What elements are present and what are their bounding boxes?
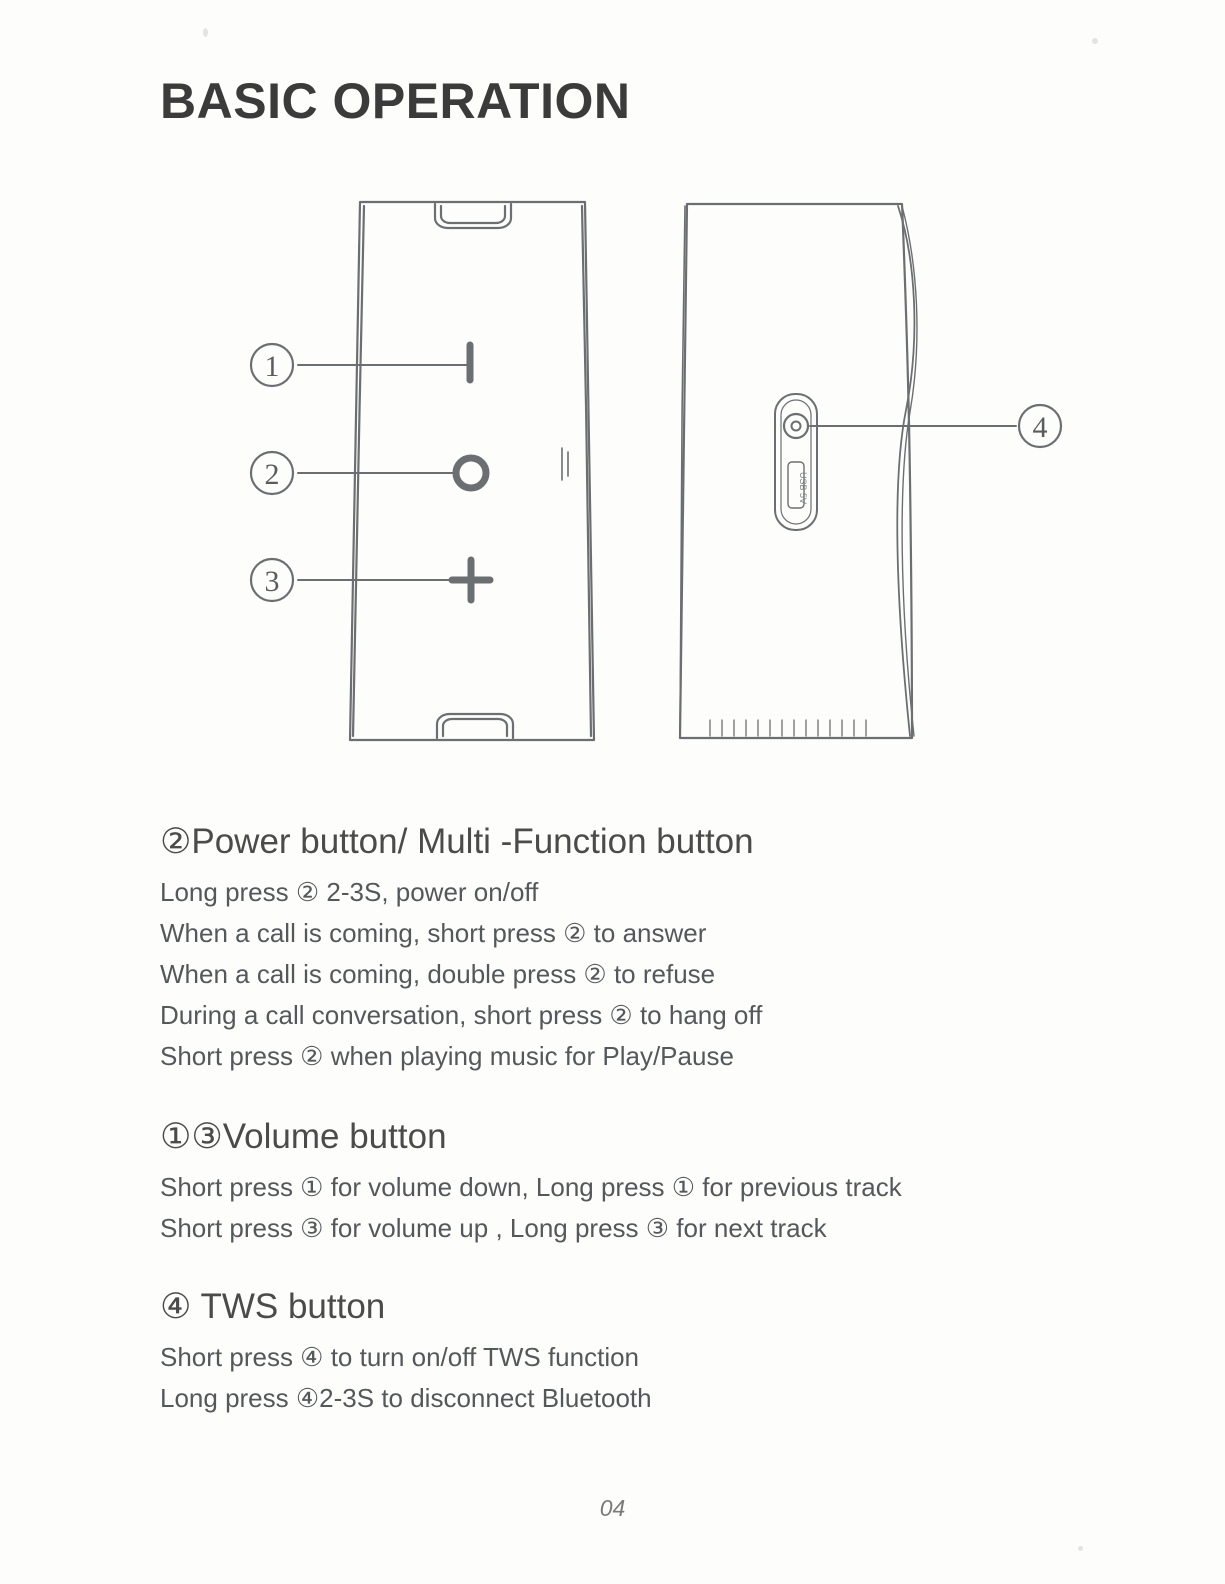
section-line: During a call conversation, short press ② to hang off bbox=[160, 999, 763, 1030]
section-line: Short press ② when playing music for Play/Pause bbox=[160, 1041, 734, 1072]
page-title: BASIC OPERATION bbox=[160, 73, 631, 129]
section-line: When a call is coming, short press ② to answer bbox=[160, 917, 707, 948]
device-front-view bbox=[350, 202, 594, 740]
section-heading: ④ TWS button bbox=[160, 1287, 386, 1326]
scan-speck bbox=[1092, 38, 1098, 44]
section-body bbox=[160, 1167, 1100, 1249]
callout-text-3: 3 bbox=[264, 565, 280, 598]
section-line: Long press ② 2-3S, power on/off bbox=[160, 876, 539, 907]
device-back-view bbox=[680, 204, 917, 738]
usb-port-label: USB 5V bbox=[798, 471, 808, 505]
scan-speck bbox=[203, 28, 208, 37]
section-heading: ②Power button/ Multi -Function button bbox=[160, 822, 754, 861]
section-body bbox=[160, 1337, 1100, 1419]
section-line: Long press ④2-3S to disconnect Bluetooth bbox=[160, 1382, 652, 1413]
section-power-button bbox=[160, 820, 1100, 1077]
section-line: When a call is coming, double press ② to refuse bbox=[160, 958, 716, 989]
section-line: Short press ① for volume down, Long press ① for previous track bbox=[160, 1171, 902, 1202]
section-body bbox=[160, 872, 1100, 1077]
section-line: Short press ④ to turn on/off TWS function bbox=[160, 1341, 640, 1372]
section-volume-button bbox=[160, 1115, 1100, 1249]
scan-speck bbox=[1078, 1546, 1083, 1551]
page-number: 04 bbox=[599, 1495, 626, 1521]
callout-text-4: 4 bbox=[1032, 411, 1048, 444]
section-line: Short press ③ for volume up , Long press ③ for next track bbox=[160, 1212, 827, 1243]
device-diagram bbox=[150, 180, 1080, 780]
section-tws-button bbox=[160, 1285, 1100, 1419]
callout-text-2: 2 bbox=[264, 458, 280, 491]
callout-text-1: 1 bbox=[264, 350, 280, 383]
section-heading: ①③Volume button bbox=[160, 1117, 447, 1156]
